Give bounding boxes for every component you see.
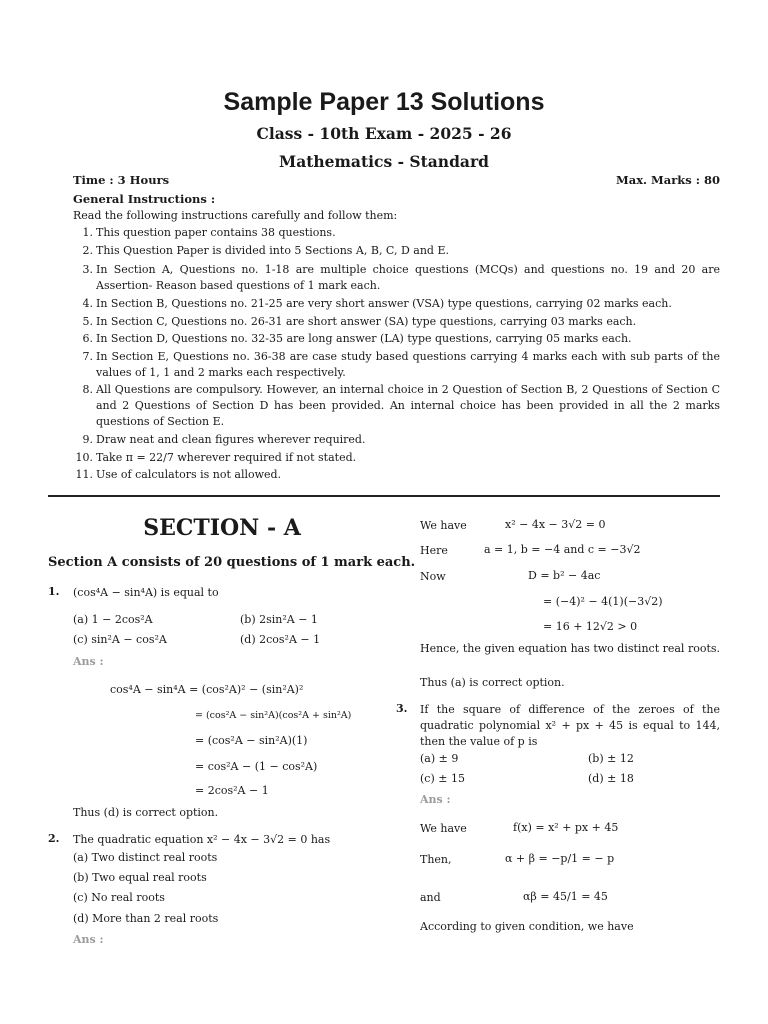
answer-label: Ans : [420,793,451,806]
solution-expr: D = b² − 4ac [528,569,601,582]
question-stem: The quadratic equation x² − 4x − 3√2 = 0 has [73,833,331,846]
solution-expr: = (−4)² − 4(1)(−3√2) [543,595,663,608]
subject-title: Mathematics - Standard [279,152,489,171]
solution-expr: x² − 4x − 3√2 = 0 [505,518,606,531]
section-subtitle: Section A consists of 20 questions of 1 mark each. [48,555,416,570]
solution-step: = 2cos²A − 1 [195,784,269,797]
instruction-item: 9. Draw neat and clean figures wherever required. [82,433,366,446]
instruction-item: 10. Take π = 22/7 wherever required if not stated. [75,451,357,464]
option-c: (c) ± 15 [420,772,465,785]
question-stem: (cos⁴A − sin⁴A) is equal to [73,586,219,599]
option-c: (c) No real roots [73,891,165,904]
solution-step: = (cos²A − sin²A)(cos²A + sin²A) [195,710,352,721]
option-b: (b) ± 12 [588,752,634,765]
option-a: (a) Two distinct real roots [73,851,218,864]
answer-label: Ans : [73,655,104,668]
exam-subtitle: Class - 10th Exam - 2025 - 26 [256,124,512,143]
solution-label: We have [420,519,467,532]
instruction-item: 7. In Section E, Questions no. 36-38 are case study based questions carrying 4 marks each with sub parts of the values of 1, 1 and 2 marks each respectively. [82,350,720,379]
solution-expr: f(x) = x² + px + 45 [513,821,619,834]
instructions-heading: General Instructions : [73,192,216,206]
option-c: (c) sin²A − cos²A [73,633,167,646]
solution-text: According to given condition, we have [420,920,634,933]
solution-step: cos⁴A − sin⁴A = (cos²A)² − (sin²A)² [110,683,304,696]
option-b: (b) 2sin²A − 1 [240,613,318,626]
question-number: 1. [48,585,60,598]
option-d: (d) ± 18 [588,772,634,785]
solution-expr: a = 1, b = −4 and c = −3√2 [484,543,641,556]
instruction-item: 6. In Section D, Questions no. 32-35 are long answer (LA) type questions, carrying 05 marks each. [82,332,632,345]
option-d: (d) More than 2 real roots [73,912,219,925]
solution-expr: α + β = −p/1 = − p [505,852,615,865]
solution-step: = cos²A − (1 − cos²A) [195,760,318,773]
instruction-item: 3. In Section A, Questions no. 1-18 are multiple choice questions (MCQs) and questions no. 19 and 20 are Assertion- Reason based questions of 1 mark each. [82,263,720,292]
instruction-item: 1. This question paper contains 38 questions. [82,226,336,239]
instruction-item: 8. All Questions are compulsory. However, an internal choice in 2 Question of Section B, 2 Questions of Section C and 2 Questions of Section D has been provided. An internal choice has been provided in all the 2 marks questions of Section E. [82,383,720,428]
conclusion: Thus (a) is correct option. [420,676,565,689]
solution-step: = (cos²A − sin²A)(1) [195,734,308,747]
solution-expr: = 16 + 12√2 > 0 [543,620,638,633]
page-title: Sample Paper 13 Solutions [223,88,545,116]
section-title: SECTION - A [143,515,301,541]
max-marks-label: Max. Marks : 80 [616,173,720,187]
solution-expr: αβ = 45/1 = 45 [523,890,608,903]
solution-label: Now [420,570,446,583]
solution-label: We have [420,822,467,835]
instruction-item: 4. In Section B, Questions no. 21-25 are very short answer (VSA) type questions, carrying 02 marks each. [82,297,672,310]
solution-label: Then, [420,853,452,866]
option-a: (a) 1 − 2cos²A [73,613,153,626]
solution-label: Here [420,544,448,557]
section-divider [48,495,720,497]
time-label: Time : 3 Hours [73,173,170,187]
instruction-item: 5. In Section C, Questions no. 26-31 are short answer (SA) type questions, carrying 03 marks each. [82,315,637,328]
conclusion: Thus (d) is correct option. [73,806,219,819]
answer-label: Ans : [73,933,104,946]
instructions-lead: Read the following instructions carefully and follow them: [73,209,398,222]
option-b: (b) Two equal real roots [73,871,207,884]
question-number: 2. [48,832,60,845]
option-a: (a) ± 9 [420,752,459,765]
instruction-item: 11. Use of calculators is not allowed. [75,468,282,481]
conclusion: Hence, the given equation has two distinct real roots. [420,642,721,655]
instruction-item: 2. This Question Paper is divided into 5 Sections A, B, C, D and E. [82,244,449,257]
solution-label: and [420,891,441,904]
question-number: 3. [396,702,408,715]
option-d: (d) 2cos²A − 1 [240,633,321,646]
question-stem: If the square of difference of the zeroes of the quadratic polynomial x² + px + 45 is equal to 144, then the value of p is [420,703,720,748]
